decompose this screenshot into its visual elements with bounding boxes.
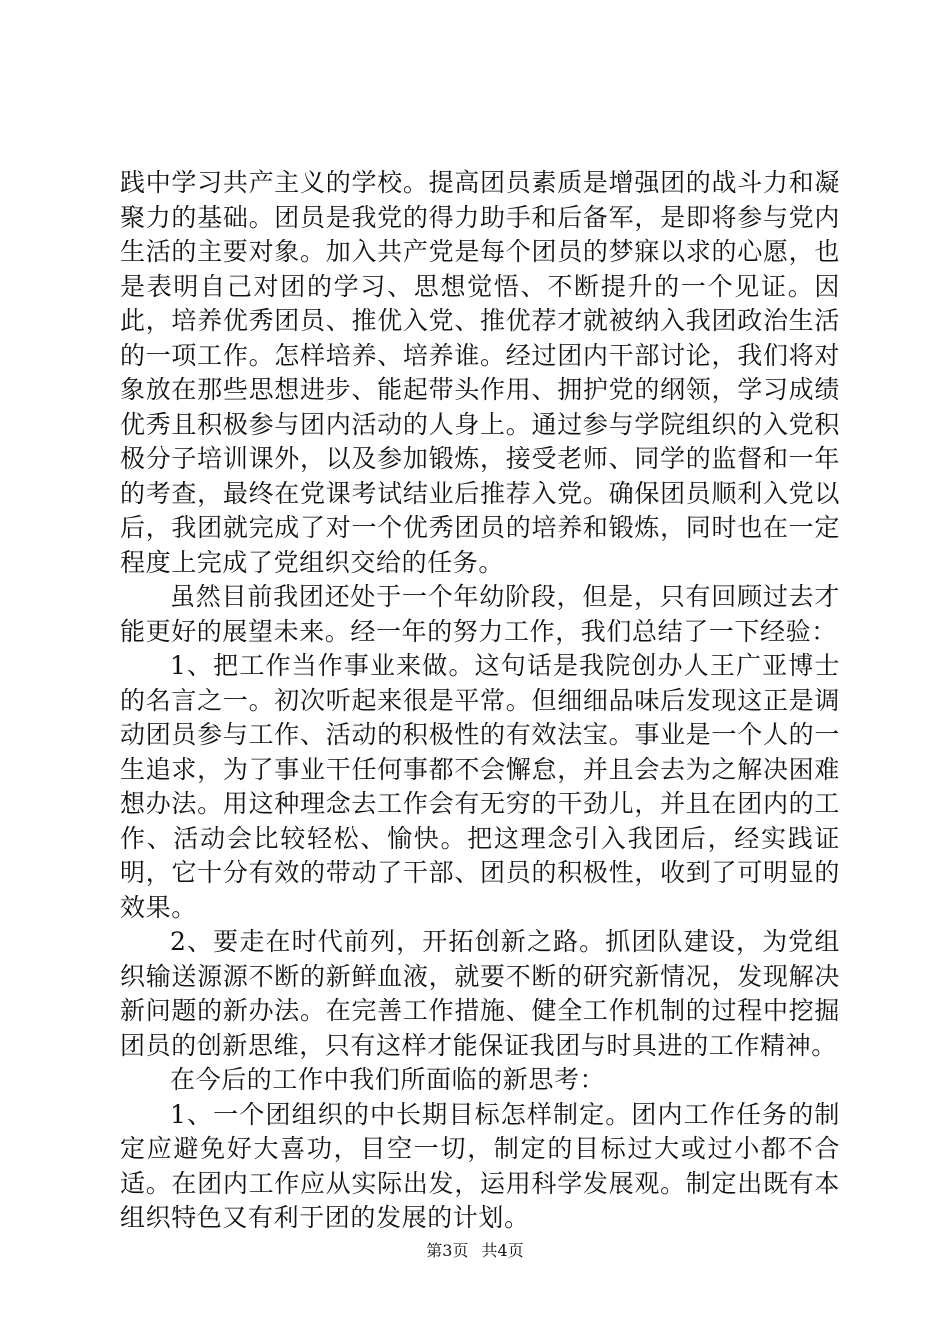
page-footer [0, 1238, 950, 1261]
paragraph-4: 2、要走在时代前列，开拓创新之路。抓团队建设，为党组织输送源源不断的新鲜血液，就要不断的研究新情况，发现解决新问题的新办法。在完善工作措施、健全工作机制的过程中挖掘团员的创新思维，只有这样才能保证我团与时具进的工作精神。 [120, 927, 840, 1060]
page-number-current: 第3页 [426, 1241, 469, 1260]
paragraph-6: 1、一个团组织的中长期目标怎样制定。团内工作任务的制定应避免好大喜功，目空一切，制定的目标过大或过小都不合适。在团内工作应从实际出发，运用科学发展观。制定出既有本组织特色又有利于团的发展的计划。 [120, 1099, 840, 1232]
paragraph-2: 虽然目前我团还处于一个年幼阶段，但是，只有回顾过去才能更好的展望未来。经一年的努力工作，我们总结了一下经验： [120, 582, 840, 646]
paragraph-5: 在今后的工作中我们所面临的新思考： [170, 1065, 606, 1094]
document-body [120, 166, 840, 1236]
page-number-total: 共4页 [481, 1241, 524, 1260]
paragraph-3: 1、把工作当作事业来做。这句话是我院创办人王广亚博士的名言之一。初次听起来很是平常。但细细品味后发现这正是调动团员参与工作、活动的积极性的有效法宝。事业是一个人的一生追求，为了事业干任何事都不会懈怠，并且会去为之解决困难想办法。用这种理念去工作会有无穷的干劲儿，并且在团内的工作、活动会比较轻松、愉快。把这理念引入我团后，经实践证明，它十分有效的带动了干部、团员的积极性，收到了可明显的效果。 [120, 651, 840, 922]
paragraph-1: 践中学习共产主义的学校。提高团员素质是增强团的战斗力和凝聚力的基础。团员是我党的得力助手和后备军，是即将参与党内生活的主要对象。加入共产党是每个团员的梦寐以求的心愿，也是表明自己对团的学习、思想觉悟、不断提升的一个见证。因此，培养优秀团员、推优入党、推优荐才就被纳入我团政治生活的一项工作。怎样培养、培养谁。经过团内干部讨论，我们将对象放在那些思想进步、能起带头作用、拥护党的纲领，学习成绩优秀且积极参与团内活动的人身上。通过参与学院组织的入党积极分子培训课外，以及参加锻炼，接受老师、同学的监督和一年的考查，最终在党课考试结业后推荐入党。确保团员顺利入党以后，我团就完成了对一个优秀团员的培养和锻炼，同时也在一定程度上完成了党组织交给的任务。 [120, 168, 840, 577]
